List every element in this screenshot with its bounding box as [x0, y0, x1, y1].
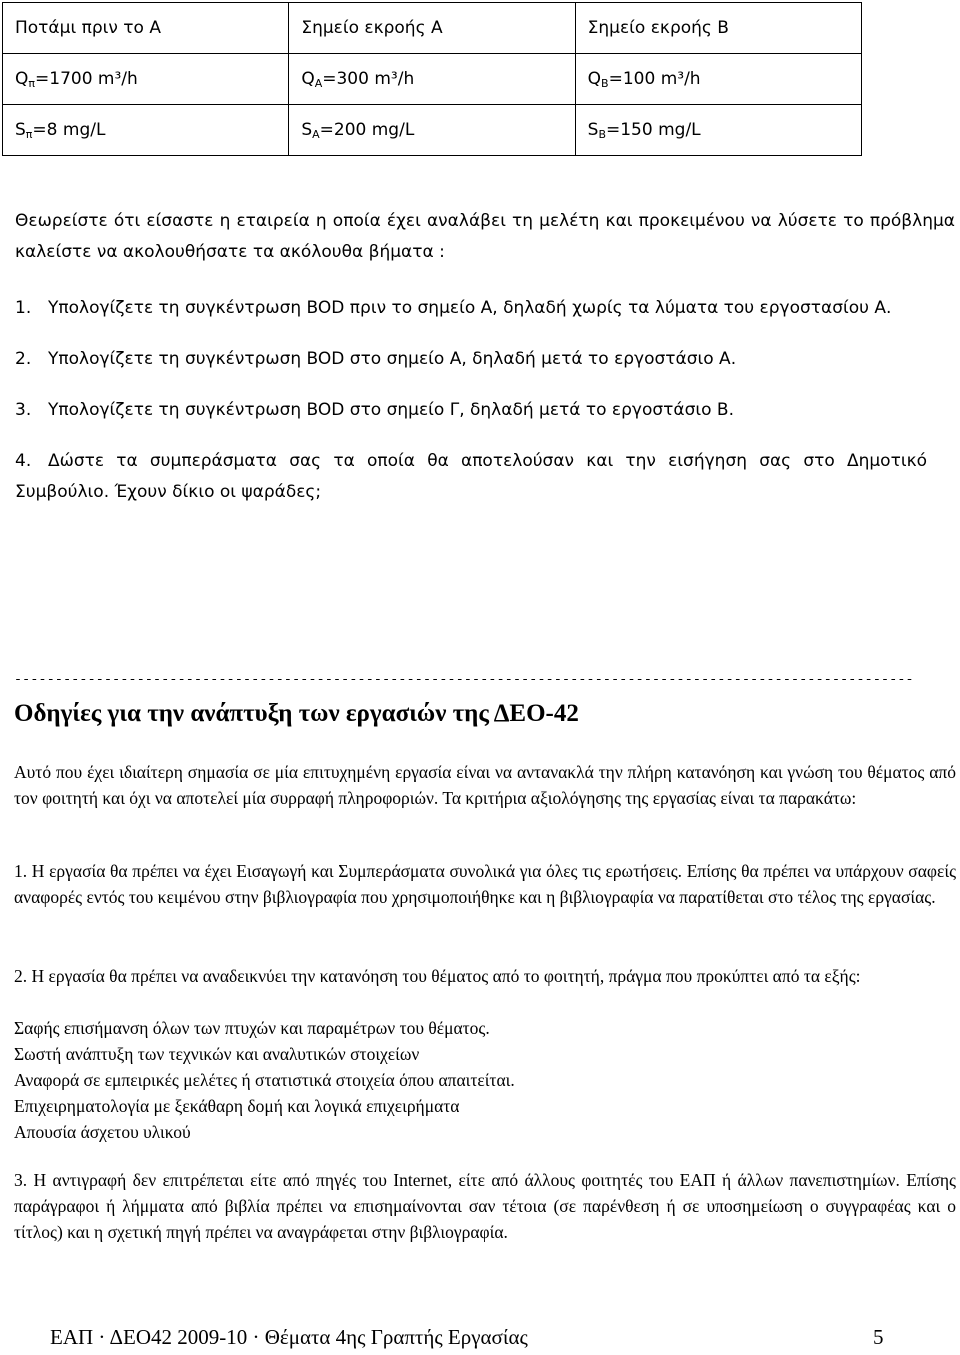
table-header-row — [3, 3, 862, 54]
step-item — [15, 344, 960, 375]
table-header-cell: Ποτάμι πριν το Α — [3, 3, 289, 54]
step-number: 4. — [15, 451, 32, 471]
table-row-bod — [3, 105, 862, 156]
step-number: 3. — [15, 400, 32, 420]
criteria-point: Επιχειρηματολογία με ξεκάθαρη δομή και λογικά επιχειρήματα — [14, 1096, 460, 1116]
page-footer: ΕΑΠ · ΔΕΟ42 2009-10 · Θέματα 4ης Γραπτής Εργασίας — [50, 1325, 528, 1349]
guidelines-item-1: 1. Η εργασία θα πρέπει να έχει Εισαγωγή και Συμπεράσματα συνολικά για όλες τις ερωτήσεις. Επίσης θα πρέπει να υπάρχουν σαφείς αναφορές εντός του κειμένου στην βιβλιογραφία που χρησιμοποιήθηκε και η βιβλιογραφία να παρατίθεται στο τέλος της εργασίας. — [14, 861, 956, 907]
intro-paragraph: Θεωρείστε ότι είσαστε η εταιρεία η οποία έχει αναλάβει τη μελέτη και προκειμένου να λύσετε το πρόβλημα καλείστε να ακολουθήσατε τα ακόλουθα βήματα : — [15, 211, 955, 262]
table-cell: $Q_\pi=1700$ m³/h — [3, 54, 289, 105]
table-row-flow — [3, 54, 862, 105]
criteria-point: Σαφής επισήμανση όλων των πτυχών και παραμέτρων του θέματος. — [14, 1018, 490, 1038]
table-cell: $Q_A=300$ m³/h — [289, 54, 575, 105]
step-text: Υπολογίζετε τη συγκέντρωση BOD στο σημείο Γ, δηλαδή μετά το εργοστάσιο Β. — [48, 400, 734, 420]
table-cell: $S_B=150$ mg/L — [575, 105, 861, 156]
step-item — [15, 293, 960, 324]
page-number: 5 — [873, 1325, 884, 1349]
table-header-cell: Σημείο εκροής Β — [575, 3, 861, 54]
criteria-point: Σωστή ανάπτυξη των τεχνικών και αναλυτικών στοιχείων — [14, 1044, 420, 1064]
step-item — [15, 395, 960, 426]
data-table — [2, 2, 862, 156]
table-cell: $S_A=200$ mg/L — [289, 105, 575, 156]
separator-line: -------------------------------------------------------------------------------------------------------------- — [14, 672, 914, 687]
criteria-point: Αναφορά σε εμπειρικές μελέτες ή στατιστικά στοιχεία όπου απαιτείται. — [14, 1070, 515, 1090]
criteria-point: Απουσία άσχετου υλικού — [14, 1122, 191, 1142]
step-text: Υπολογίζετε τη συγκέντρωση BOD στο σημείο Α, δηλαδή μετά το εργοστάσιο Α. — [48, 349, 737, 369]
table-cell: $Q_B=100$ m³/h — [575, 54, 861, 105]
step-number: 2. — [15, 349, 32, 369]
guidelines-intro: Αυτό που έχει ιδιαίτερη σημασία σε μία επιτυχημένη εργασία είναι να αντανακλά την πλήρη κατανόηση και γνώση του θέματος από τον φοιτητή και όχι να αποτελεί μία συρραφή πληροφοριών. Τα κριτήρια αξιολόγησης της εργασίας είναι τα παρακάτω: — [14, 762, 956, 808]
guidelines-title: Οδηγίες για την ανάπτυξη των εργασιών της ΔΕΟ-42 — [14, 700, 579, 727]
table-header-cell: Σημείο εκροής Α — [289, 3, 575, 54]
step-text: Δώστε τα συμπεράσματα σας τα οποία θα αποτελούσαν και την εισήγηση σας στο Δημοτικό Συμβούλιο. Έχουν δίκιο οι ψαράδες; — [15, 451, 927, 502]
step-text: Υπολογίζετε τη συγκέντρωση BOD πριν το σημείο Α, δηλαδή χωρίς τα λύματα του εργοστασίου Α. — [48, 298, 892, 318]
guidelines-item-3: 3. Η αντιγραφή δεν επιτρέπεται είτε από πηγές του Internet, είτε από άλλους φοιτητές του ΕΑΠ ή άλλων πανεπιστημίων. Επίσης παράγραφοι ή λήμματα από βιβλία πρέπει να επισημαίνονται σαν τέτοια (σε παρένθεση ή σε υποσημείωση ο συγγραφέας και ο τίτλος) και η σχετική πηγή πρέπει να αναγράφεται στην βιβλιογραφία. — [14, 1170, 956, 1242]
step-item — [15, 446, 960, 508]
step-number: 1. — [15, 298, 32, 318]
table-cell: $S_\pi=8$ mg/L — [3, 105, 289, 156]
guidelines-item-2: 2. Η εργασία θα πρέπει να αναδεικνύει την κατανόηση του θέματος από το φοιτητή, πράγμα που προκύπτει από τα εξής: — [14, 966, 861, 986]
